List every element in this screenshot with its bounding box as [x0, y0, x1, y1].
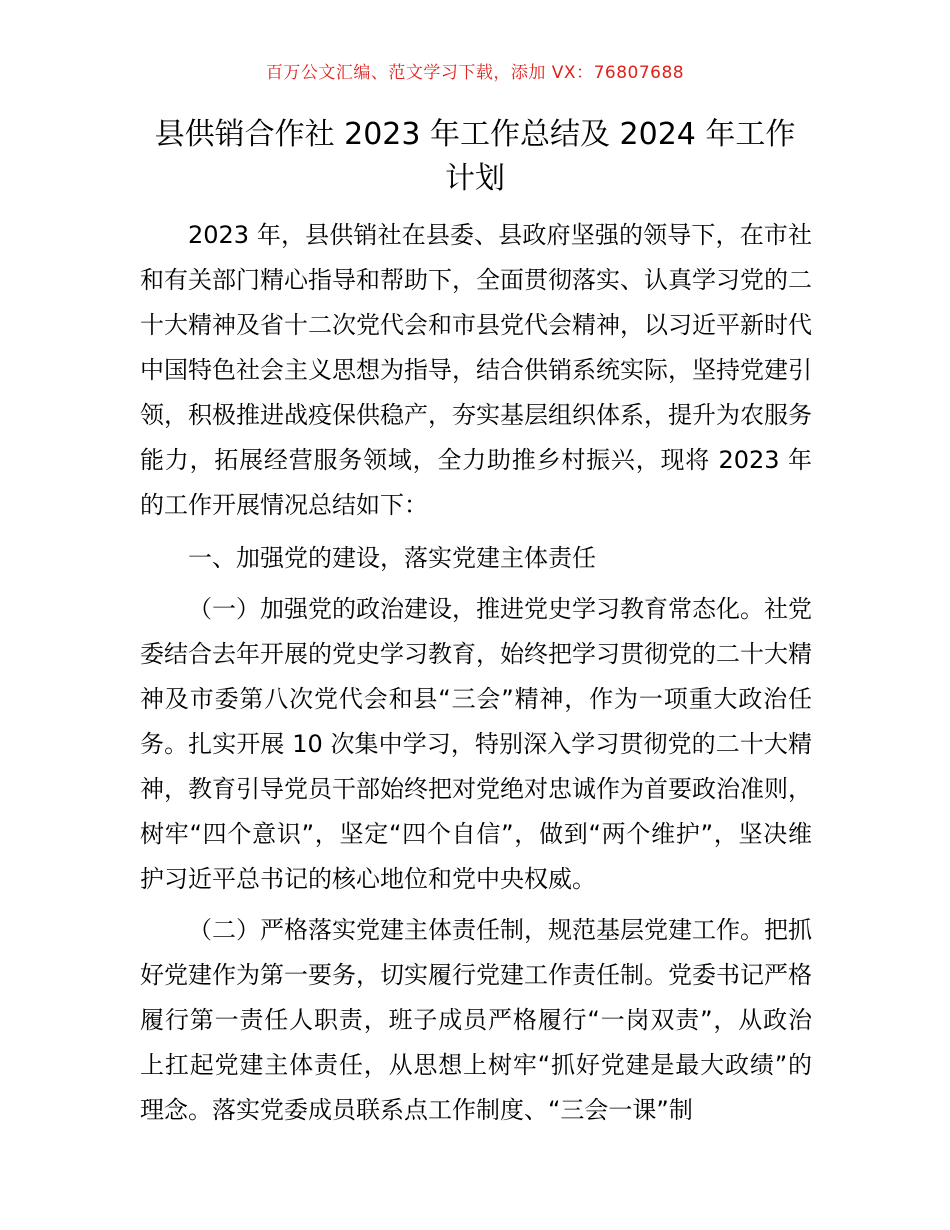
document-body	[140, 213, 812, 1133]
watermark-text: 百万公文汇编、范文学习下载，添加 VX：76807688	[265, 63, 685, 83]
document-title: 县供销合作社 2023 年工作总结及 2024 年工作计划	[154, 117, 796, 196]
item-paragraph-2: （二）严格落实党建主体责任制，规范基层党建工作。把抓好党建作为第一要务，切实履行党建工作责任制。党委书记严格履行第一责任人职责，班子成员严格履行“一岗双责”，从政治上扛起党建主体责任，从思想上树牢“抓好党建是最大政绩”的理念。落实党委成员联系点工作制度、“三会一课”制	[140, 916, 812, 1124]
intro-paragraph: 2023 年，县供销社在县委、县政府坚强的领导下，在市社和有关部门精心指导和帮助下，全面贯彻落实、认真学习党的二十大精神及省十二次党代会和市县党代会精神，以习近平新时代中国特色社会主义思想为指导，结合供销系统实际，坚持党建引领，积极推进战疫保供稳产，夯实基层组织体系，提升为农服务能力，拓展经营服务领域，全力助推乡村振兴，现将 2023 年的工作开展情况总结如下：	[140, 221, 812, 519]
section-heading: 一、加强党的建设，落实党建主体责任	[188, 544, 596, 572]
item-paragraph-1: （一）加强党的政治建设，推进党史学习教育常态化。社党委结合去年开展的党史学习教育，始终把学习贯彻党的二十大精神及市委第八次党代会和县“三会”精神，作为一项重大政治任务。扎实开展 10 次集中学习，特别深入学习贯彻党的二十大精神，教育引导党员干部始终把对党绝对忠诚作为首要政治准则，树牢“四个意识”，坚定“四个自信”，做到“两个维护”，坚决维护习近平总书记的核心地位和党中央权威。	[140, 595, 812, 893]
